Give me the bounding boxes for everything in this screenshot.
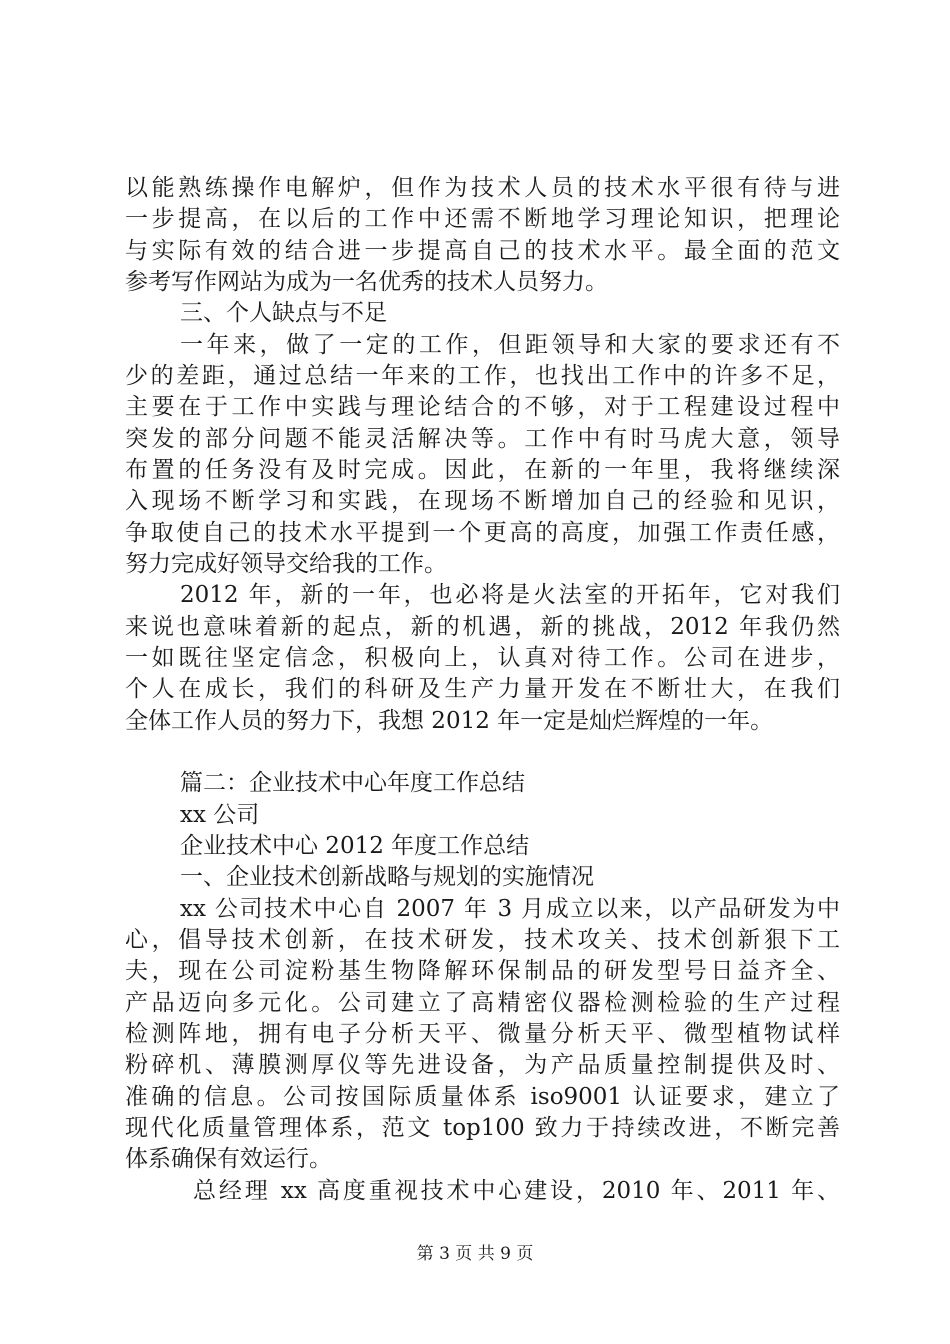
text-line: xx 公司技术中心自 2007 年 3 月成立以来，以产品研发为中 — [180, 896, 840, 922]
section-heading: 三、个人缺点与不足 — [180, 300, 387, 326]
text-line: 心，倡导技术创新，在技术研发，技术攻关、技术创新狠下工 — [125, 927, 840, 953]
text-line: 参考写作网站为成为一名优秀的技术人员努力。 — [125, 269, 608, 295]
text-line: 以能熟练操作电解炉，但作为技术人员的技术水平很有待与进 — [125, 175, 840, 201]
text-line: 粉碎机、薄膜测厚仪等先进设备，为产品质量控制提供及时、 — [125, 1052, 840, 1078]
section-heading: 一、企业技术创新战略与规划的实施情况 — [180, 864, 594, 890]
text-line: 努力完成好领导交给我的工作。 — [125, 551, 447, 577]
text-line: 少的差距，通过总结一年来的工作，也找出工作中的许多不足， — [125, 363, 840, 389]
part-title: 篇二：企业技术中心年度工作总结 — [180, 770, 525, 796]
text-line: 个人在成长，我们的科研及生产力量开发在不断壮大，在我们 — [125, 676, 840, 702]
text-line: 现代化质量管理体系，范文 top100 致力于持续改进，不断完善 — [125, 1115, 840, 1141]
text-line: 一步提高，在以后的工作中还需不断地学习理论知识，把理论 — [125, 206, 840, 232]
report-title: 企业技术中心 2012 年度工作总结 — [180, 833, 530, 859]
text-line: 准确的信息。公司按国际质量体系 iso9001 认证要求，建立了 — [125, 1084, 840, 1110]
text-line: 产品迈向多元化。公司建立了高精密仪器检测检验的生产过程 — [125, 990, 840, 1016]
text-line: 突发的部分问题不能灵活解决等。工作中有时马虎大意，领导 — [125, 426, 840, 452]
text-line: 夫，现在公司淀粉基生物降解环保制品的研发型号日益齐全、 — [125, 958, 840, 984]
text-line: 2012 年，新的一年，也必将是火法室的开拓年，它对我们 — [180, 582, 840, 608]
text-line: 争取使自己的技术水平提到一个更高的高度，加强工作责任感， — [125, 520, 840, 546]
text-line: 来说也意味着新的起点，新的机遇，新的挑战，2012 年我仍然 — [125, 614, 840, 640]
text-line: 体系确保有效运行。 — [125, 1146, 332, 1172]
text-line: 全体工作人员的努力下，我想 2012 年一定是灿烂辉煌的一年。 — [125, 708, 774, 734]
page-number-footer: 第 3 页 共 9 页 — [416, 1244, 534, 1264]
text-line: 与实际有效的结合进一步提高自己的技术水平。最全面的范文 — [125, 238, 840, 264]
text-line: 一年来，做了一定的工作，但距领导和大家的要求还有不 — [180, 332, 840, 358]
text-line: 主要在于工作中实践与理论结合的不够，对于工程建设过程中 — [125, 394, 840, 420]
text-line: 总经理 xx 高度重视技术中心建设，2010 年、2011 年、 — [193, 1178, 840, 1204]
text-line: 检测阵地，拥有电子分析天平、微量分析天平、微型植物试样 — [125, 1021, 840, 1047]
text-line: 布置的任务没有及时完成。因此，在新的一年里，我将继续深 — [125, 457, 840, 483]
text-line: 一如既往坚定信念，积极向上，认真对待工作。公司在进步， — [125, 645, 840, 671]
text-line: 入现场不断学习和实践，在现场不断增加自己的经验和见识， — [125, 488, 840, 514]
company-name: xx 公司 — [180, 802, 260, 828]
